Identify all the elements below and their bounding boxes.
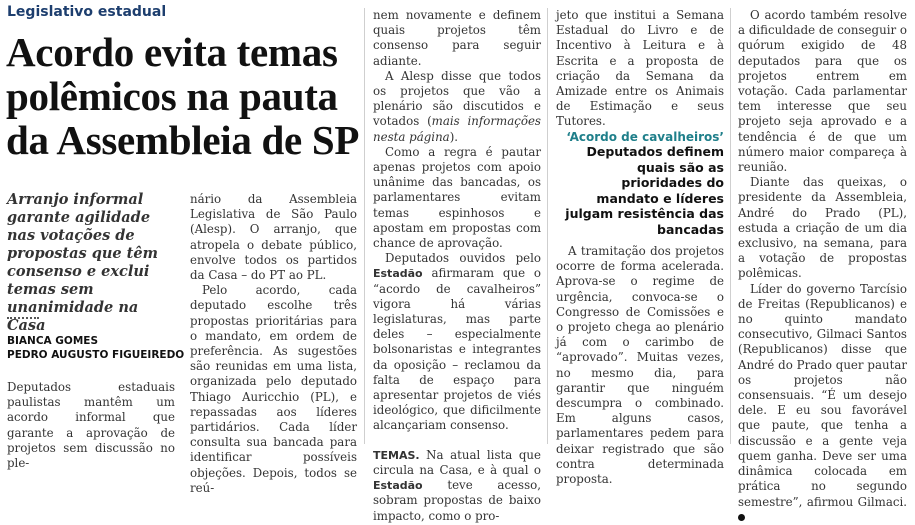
column-divider <box>730 8 731 444</box>
article-column-3 <box>373 8 541 524</box>
author-name: PEDRO AUGUSTO FIGUEIREDO <box>7 349 185 361</box>
paragraph: A Alesp disse que todos os projetos que vão a plenário são discutidos e votados (mais informações nesta página). <box>373 68 541 144</box>
paragraph: TEMAS. Na atual lista que circula na Casa, e à qual o Estadão teve acesso, sobram propostas de baixo impacto, como o pro- <box>373 447 541 523</box>
article-column-4b <box>556 244 724 487</box>
paragraph: Deputados estaduais paulistas mantêm um acordo informal que garante a aprovação de projetos sem discussão no ple- <box>7 380 175 471</box>
sidebar-box <box>556 130 724 237</box>
article-column-5 <box>738 8 907 525</box>
author-name: BIANCA GOMES <box>7 335 99 347</box>
paragraph: Diante das queixas, o presidente da Assembleia, André do Prado (PL), estuda a criação de um dia exclusivo, na semana, para a votação de propostas polêmicas. <box>738 175 907 281</box>
byline <box>7 334 184 362</box>
headline: Acordo evita temas polêmicos na pauta da Assembleia de SP <box>6 29 360 163</box>
paragraph: Líder do governo Tarcísio de Freitas (Republicanos) e no quinto mandato consecutivo, Gilmaci Santos (Republicanos) disse que André do Prado quer pautar os projetos não consensuais. “É um desejo dele. E eu sou favorável que paute, que tenha a discussão e a gente veja quem ganha. Deve ser uma dinâmica colocada em prática no segundo semestre”, afirmou Gilmaci. <box>738 282 907 525</box>
paragraph: jeto que institui a Semana Estadual do Livro e de Incentivo à Leitura e à Escrita e a proposta de criação da Semana da Amizade entre os Animais de Estimação e seus Tutores. <box>556 8 724 129</box>
paragraph: O acordo também resolve a dificuldade de conseguir o quórum exigido de 48 deputados para que os projetos entrem em votação. Cada parlamentar tem interesse que seu projeto seja aprovado e a tendência é de que um número maior compareça à reunião. <box>738 8 907 175</box>
article-column-4 <box>556 8 724 130</box>
paragraph: Deputados ouvidos pelo Estadão afirmaram que o “acordo de cavalheiros” vigora há várias legislaturas, mas parte deles – especialmente bolsonaristas e integrantes da oposição – reclamou da falta de espaço para apresentar projetos de viés ideológico, que dificilmente alcançariam consenso. <box>373 251 541 433</box>
article-column-2 <box>190 192 357 496</box>
sidebar-title: Deputados definem quais são as prioridades do mandato e líderes julgam resistência das bancadas <box>565 144 724 237</box>
paragraph: A tramitação dos projetos ocorre de forma acelerada. Aprova-se o regime de urgência, convoca-se o Congresso de Comissões e o projeto chega ao plenário já com o carimbo de “aprovado”. Muitas vezes, no mesmo dia, para garantir que ninguém descumpra o combinado. Em alguns casos, parlamentares pedem para deixar registrado que são contra determinada proposta. <box>556 244 724 487</box>
column-divider <box>364 8 365 444</box>
section-kicker: Legislativo estadual <box>7 4 167 20</box>
article-column-1 <box>7 380 175 471</box>
column-divider <box>547 8 548 444</box>
paragraph: Como a regra é pautar apenas projetos com apoio unânime das bancadas, os parlamentares evitam temas espinhosos e apostam em propostas com chance de aprovação. <box>373 144 541 251</box>
sidebar-kicker: ‘Acordo de cavalheiros’ <box>566 130 724 144</box>
paragraph: nário da Assembleia Legislativa de São Paulo (Alesp). O arranjo, que atropela o debate público, envolve todos os partidos da Casa – do PT ao PL. <box>190 192 357 283</box>
paragraph: Pelo acordo, cada deputado escolhe três propostas prioritárias para o mandato, em ordem de preferência. As sugestões são reunidas em uma lista, organizada pelo deputado Thiago Auricchio (PL), e repassadas aos líderes partidários. Cada líder consulta sua bancada para identificar possíveis objeções. Depois, todos se reú- <box>190 283 357 495</box>
lead-summary: Arranjo informal garante agilidade nas votações de propostas que têm consenso e exclui temas sem unanimidade na Casa <box>7 191 158 334</box>
paragraph: nem novamente e definem quais projetos têm consenso para seguir adiante. <box>373 8 541 68</box>
byline-divider <box>7 317 39 319</box>
end-mark-icon <box>738 514 745 521</box>
